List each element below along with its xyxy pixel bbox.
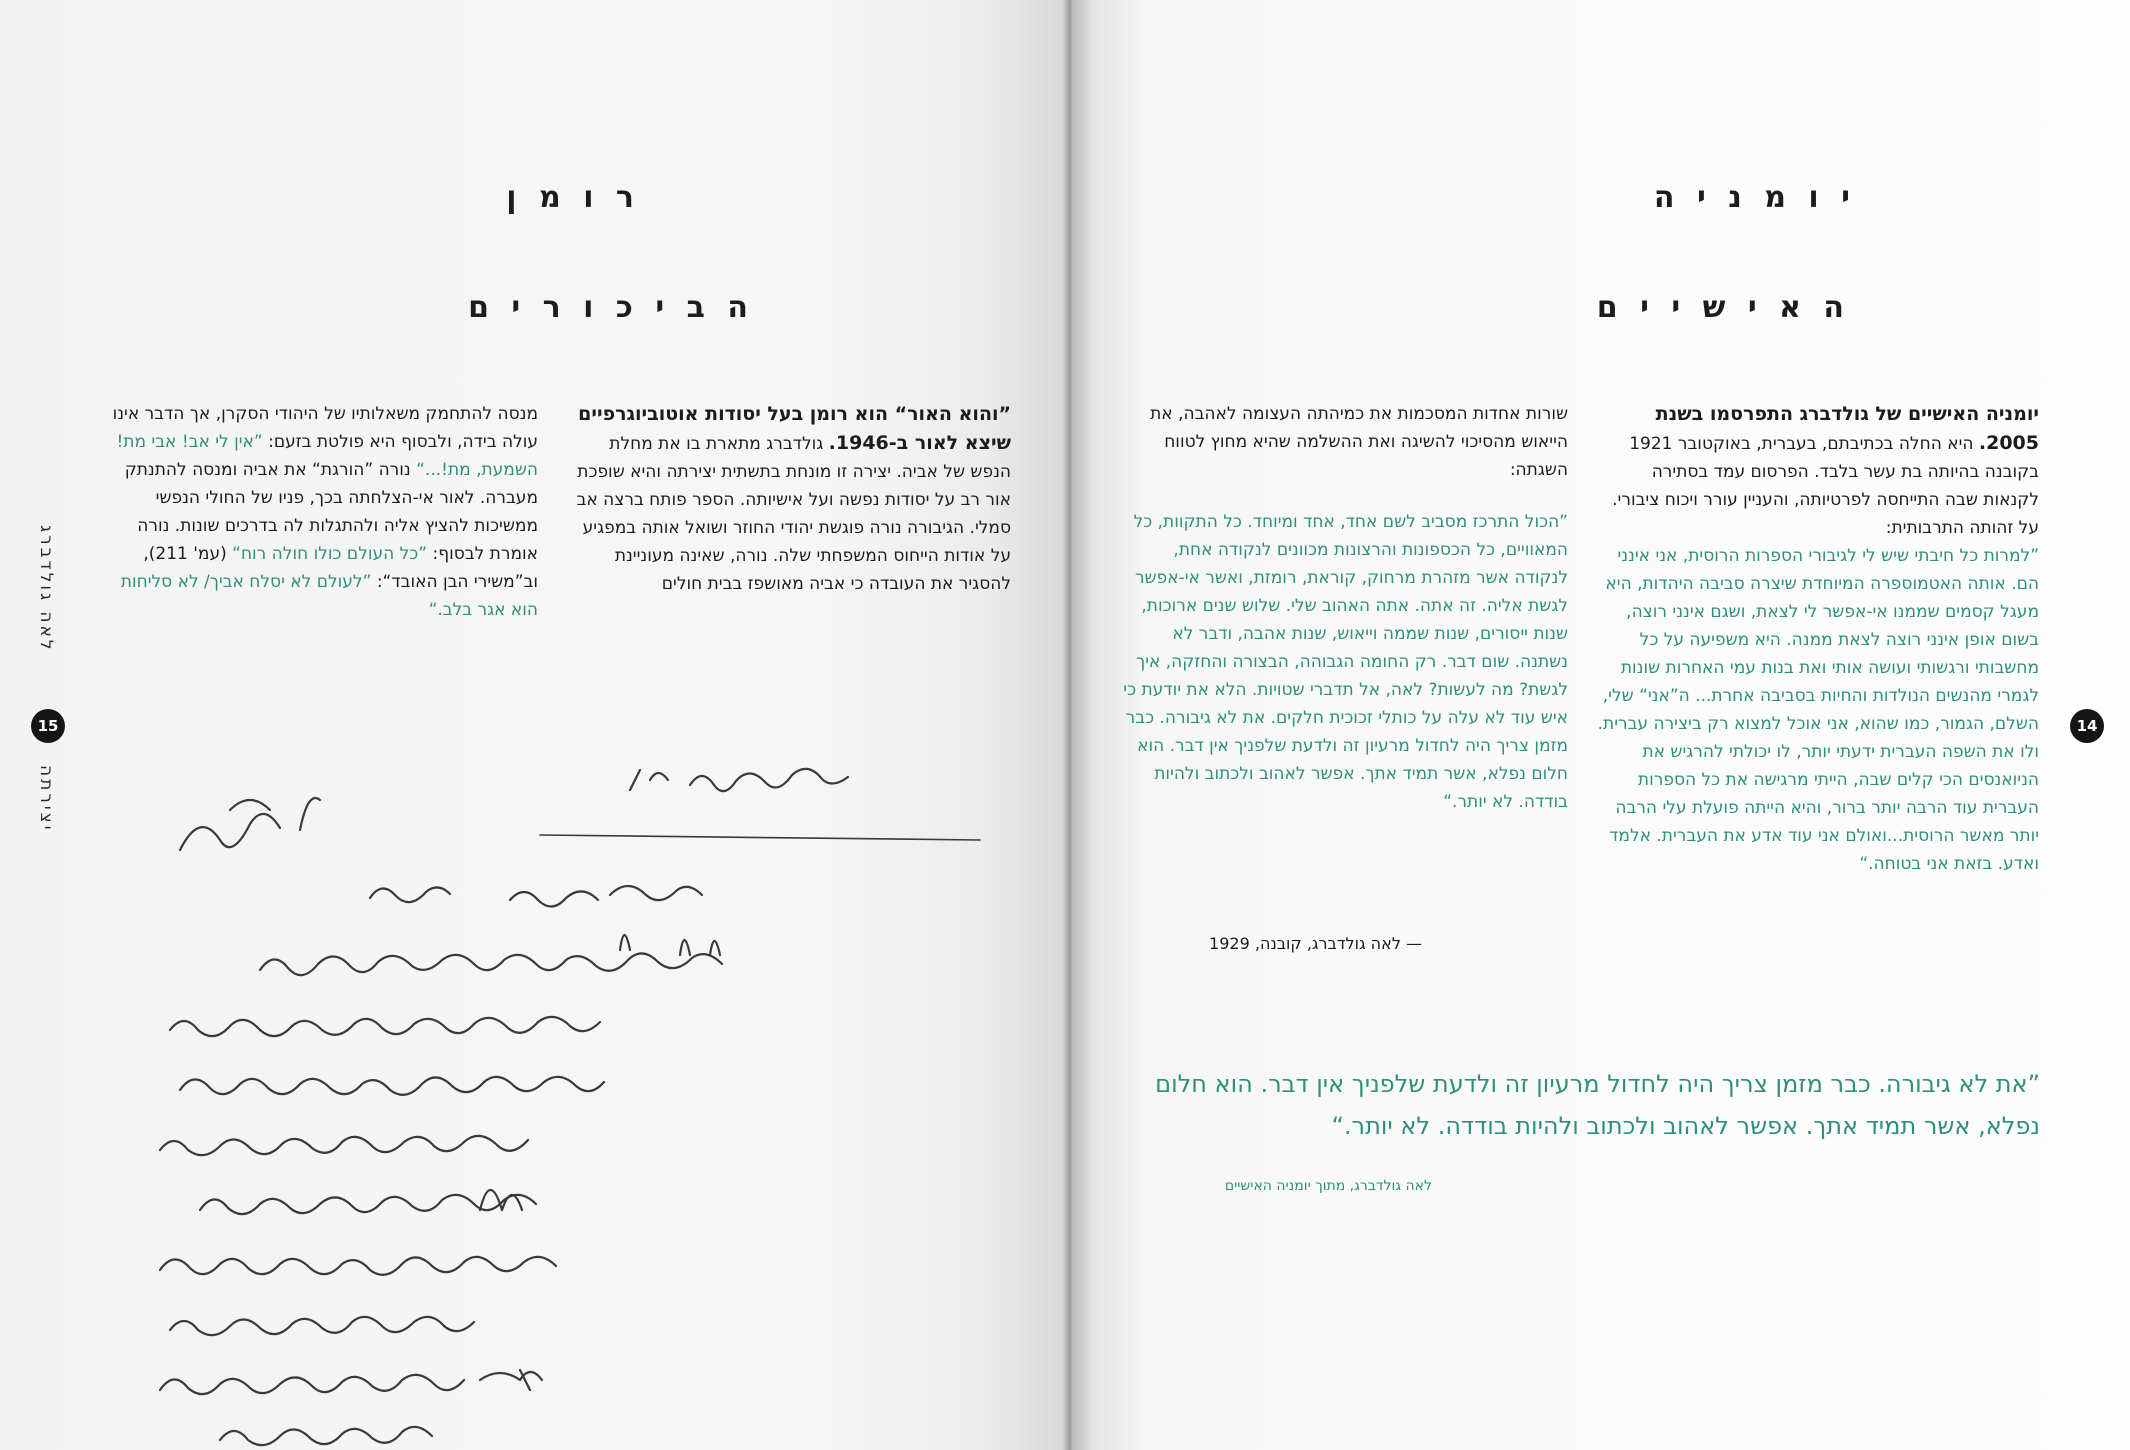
left-heading-line2: ה ב י כ ו ר י ם [468,290,754,325]
handwritten-manuscript-image [120,740,1000,1450]
quote-attribution: — לאה גולדברג, קובנה, 1929 [1209,934,1422,953]
page-number-badge-15: 15 [31,709,65,743]
column-text-a: מנסה להתחמק משאלותיו של היהודי הסקרן, אך הדבר אינו עולה בידה, ולבסוף היא פולטת בזעם: [112,404,538,452]
column-body: היא החלה בכתיבתם, בעברית, באוקטובר 1921 בקובנה בהיותה בת עשר בלבד. הפרסום עמד בסתירה לקנאות שבה התייחסה לפרטיותה, והעניין עורר ויכוח ציבורי. [1612,434,2039,510]
quote-green-c: ”לעולם לא יסלח אביך/ לא סליחות הוא אגר בלב.“ [120,572,538,620]
column-intro-bold: יומניה האישיים של גולדברג התפרסמו בשנת 2005. [1655,403,2039,454]
running-author: לאה גולדברג [36,525,56,653]
column-body: שורות אחדות המסכמות את כמיהתה העצומה לאהבה, את הייאוש מהסיכוי להשיגה ואת ההשלמה שהיא מחוץ לטווח השגתה: [1150,404,1568,480]
page-number-badge-14: 14 [2070,709,2104,743]
column-body: גולדברג מתארת בו את מחלת הנפש של אביה. יצירה זו מונחת בתשתית יצירתה והיא שופכת אור רב על יסודות נפשה ועל אישיותה. הספר פותח ברצה אב סמלי. הגיבורה נורה פוגשת יהודי החוזר ושואל אותה במפגיע על אודות הייחוס המשפחתי שלה. נורה, שאינה מעוניינת להסגיר את העובדה כי אביה מאושפז בבית חולים [576,434,1011,594]
column-text-b: נורה ”הורגת“ את אביה ומנסה להתנתק מעברה. לאור אי-הצלחתה בכך, פניו של החולי הנפשי ממשיכות להציץ אליה ולהתגלות לה בדרכים שונות. נורה אומרת לבסוף: [124,460,538,564]
right-heading-line2: ה א י ש י י ם [1596,290,1850,325]
left-heading-line1: ר ו מ ן [506,180,640,215]
right-page [1072,0,2130,1450]
column-text-c: (עמ' 211), וב”משירי הבן האובד“: [143,544,538,592]
diary-quote: ”הכול התרכז מסביב לשם אחד, אחד ומיוחד. כל התקוות, כל המאוויים, כל הכספונות והרצונות מכוונים לנקודה אחת, לנקודה אשר מזהרת מרחוק, קוראת, רומזת, ואשר אי-אפשר לגשת אליה. זה אתה. אתה האהוב שלי. שלוש שנים ארוכות, שנות ייסורים, שנות שממה וייאוש, שנות אהבה, ודבר לא נשתנה. שום דבר. רק החומה הגבוהה, הבצורה והחזקה, איך לגשת? מה לעשות? לאה, אל תדברי שטויות. הלא את יודעת כי איש עוד לא עלה על כותלי זכוכית חלקים. את לא גיבורה. כבר מזמן צריך היה לחדול מרעיון זה ולדעת שלפניך אין דבר. הוא חלום נפלא, אשר תמיד אתך. אפשר לאהוב ולכתוב ולהיות בודדה. לא יותר.“ [1123,512,1568,812]
quote-green-b: ”כל העולם כולו חולה רוח“ [232,544,428,564]
identity-quote: ”למרות כל חיבתי שיש לי לגיבורי הספרות הרוסית, אני אינני הם. אותה האטמוספרה המיוחדת שיצרה סביבה היהדות, היא מעגל קסמים שממנו אי-אפשר לי לצאת, ושגם אינני רוצה, בשום אופן אינני רוצה לצאת ממנה. היא משפיעה על כל מחשבותי ורגשותי ועושה אותי ואת בנות עמי האחרות שונות לגמרי מהנשים הנולדות והחיות בסביבה אחרת... ה”אני“ שלי, השלם, הגמור, כמו שהוא, אני אוכל למצוא רק ביצירה עברית. ולו את השפה העברית ידעתי יותר, לו יכולתי להרגיש את הניואנסים הכי קלים שבה, הייתי מרגישה את כל הספרות העברית עוד הרבה יותר ברור, והיא הייתה פועלת עלי הרבה יותר מאשר הרוסית...ואולם אני עוד אדע את העברית. אלמד ואדע. בזאת אני בטוחה.“ [1597,546,2039,874]
left-page-column-right [565,400,1011,598]
identity-label: על זהותה התרבותית: [1885,518,2039,538]
pull-quote-source: לאה גולדברג, מתוך יומניה האישיים [1224,1178,1432,1194]
pull-quote: ”את לא גיבורה. כבר מזמן צריך היה לחדול מרעיון זה ולדעת שלפניך אין דבר. הוא חלום נפלא, אשר תמיד אתך. אפשר לאהוב ולכתוב ולהיות בודדה. לא יותר.“ [1155,1070,2040,1140]
left-page-column-left [92,400,538,624]
right-page-column-right [1592,400,2039,878]
right-page-column-left [1120,400,1568,816]
right-heading-line1: י ו מ נ י ה [1653,180,1856,215]
quote-green-a: ”אין לי אב! אבי מת! השמעת, מת!...“ [116,432,538,480]
column-intro-bold: ”והוא האור“ הוא רומן בעל יסודות אוטוביוגרפיים שיצא לאור ב-1946. [578,403,1011,454]
manuscript-drawing [120,740,1000,1450]
running-section: יצירתה [36,765,56,833]
